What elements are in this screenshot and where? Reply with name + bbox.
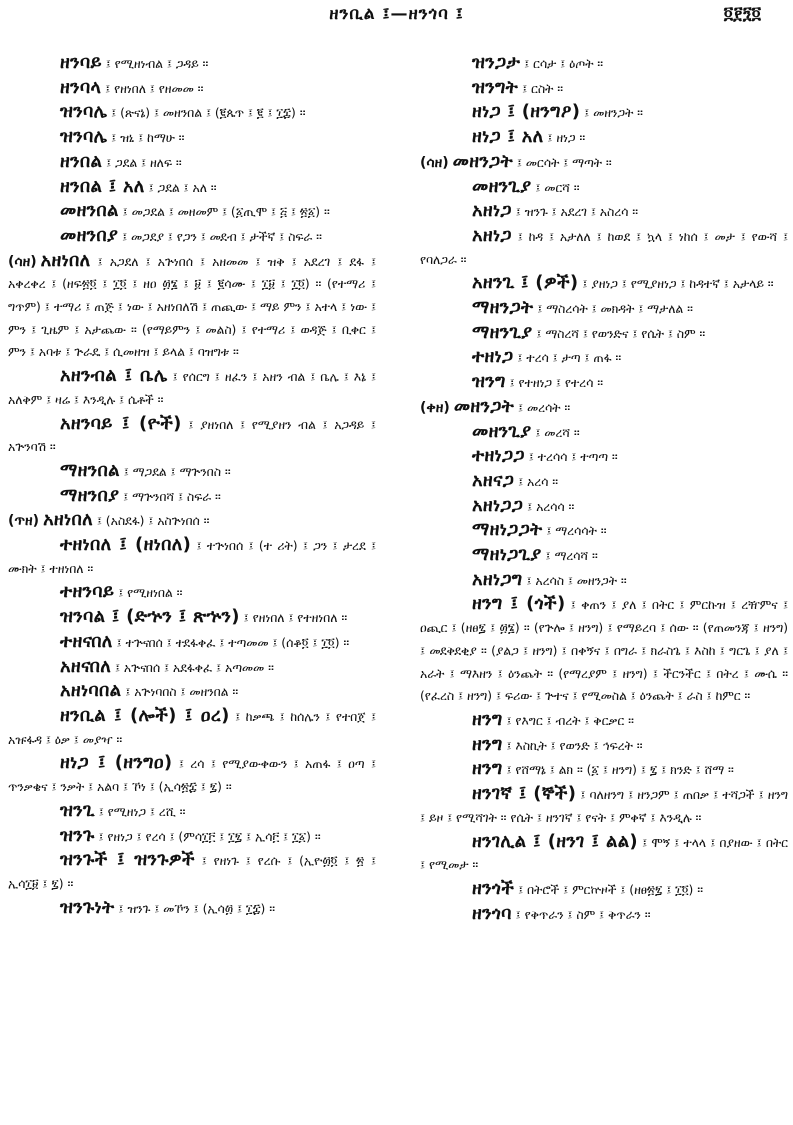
headword: መዘንጋት — [452, 150, 513, 172]
dictionary-entry — [420, 272, 788, 296]
definition-text: ፤ የእግር ፤ ብረት ፤ ቅርቃር ። — [506, 713, 634, 728]
dictionary-entry — [8, 825, 376, 849]
definition-text: ፤ የሚዘነብል ፤ ጋዳይ ። — [105, 57, 209, 71]
definition-text: ፤ መጋደያ ፤ የጋን ፤ መደብ ፤ ታችኛ ፤ ስፍራ ። — [122, 229, 322, 244]
definition-text: ፤ አጋደለ ፤ አጕነበሰ ፤ አዘመመ ፤ ዝቅ ፤ አደረገ ፤ ደፋ ፤ አቀረቀረ ፤ (ዘፍ፳፬ ፤ ፲፬ ፤ ዘዐ ፴፮ ፤ ፱ ፤ ፪ሳሙ ፤ ፲፱ ፤ ፲፬) ። (የተማሪ ፤ ግጥም) ፤ ተማሪ ፤ ጠጅ ፤ ነው ፤ አዘነበለሽ ፤ ጠጪው ፤ ማይ ምን ፤ አተላ ፤ ነው ፤ ምን ፤ ጊዜም ፤ አታጨው ። (የማይምን ፤ መልስ) ፤ የተማሪ ፤ ወዳጅ ፤ ቢቀር ፤ ምን ፤ አባቱ ፤ ጕራዴ ፤ ሲመዘዝ ፤ ይላል ፤ ባዝግቱ ። — [8, 254, 376, 360]
page-header — [0, 4, 793, 34]
headword: ዘነጋ ፤ (ዘንግዖ) — [472, 101, 581, 123]
headword: ዘንጎች — [472, 877, 515, 899]
definition-text: ፤ ርስት ። — [522, 81, 563, 96]
headword: ዝንጉ — [60, 824, 95, 846]
stem-class-marker: (ቀዘ) — [420, 399, 450, 416]
definition-text: ፤ የሚዘነበል ። — [118, 586, 183, 601]
dictionary-entry — [8, 77, 376, 101]
headword: ዘንግ — [472, 708, 503, 730]
headword: ዝንባል ፤ (ድኍን ፤ ጽኍን) — [60, 606, 240, 628]
headword: ተዘነበለ ፤ (ዘነበለ) — [60, 534, 192, 556]
headword: ዘነጋ ፤ አለ — [472, 126, 544, 148]
dictionary-entry — [8, 52, 376, 76]
definition-text: ፤ ማጋደል ፤ ማጕንበስ ። — [123, 464, 231, 479]
dictionary-entry — [8, 509, 376, 533]
dictionary-entry — [8, 534, 376, 580]
dictionary-entry — [420, 878, 788, 902]
dictionary-entry — [8, 200, 376, 224]
dictionary-entry — [420, 371, 788, 395]
definition-text: ፤ ዝንጉ ፤ አደረገ ፤ አስረሳ ። — [515, 205, 638, 220]
headword: ዘንቢል ፤ (ሎች) ፤ ዐረ) — [60, 704, 230, 726]
definition-text: ፤ ማስረሳት ፤ መክዳት ፤ ማታለል ። — [537, 302, 693, 317]
definition-text: ፤ መርሳት ፤ ማጣት ። — [516, 155, 612, 170]
dictionary-entry — [420, 322, 788, 346]
dictionary-entry — [8, 752, 376, 798]
running-head: ዘንቢል ፤—ዘንጎባ ፤ — [329, 4, 464, 24]
dictionary-entry — [420, 569, 788, 593]
dictionary-entry — [420, 593, 788, 708]
headword: ዝንጉነት — [60, 896, 115, 918]
headword: መዘንበል — [60, 200, 119, 222]
dictionary-entry — [420, 709, 788, 733]
definition-text: ፤ የቅጥራን ፤ ስም ፤ ቅጥራን ። — [515, 907, 651, 922]
headword: አዘነባበል — [60, 680, 122, 702]
left-column — [8, 52, 376, 921]
dictionary-entry — [8, 631, 376, 655]
headword: አዘንጊ ፤ (ዎች) — [472, 272, 579, 294]
dictionary-entry — [420, 346, 788, 370]
headword: ዘንግ — [472, 733, 503, 755]
headword: አዘነጋጋ — [472, 494, 524, 516]
definition-text: ፤ መርሻ ። — [535, 180, 580, 195]
definition-text: ፤ ዝንጉ ፤ መኾን ፤ (ኢሳ፴ ፤ ፲፰) ። — [118, 901, 275, 916]
headword: ዘንበል ፤ አለ — [60, 175, 145, 197]
definition-text: ፤ አጕናበሰ ፤ አደፋቀፈ ፤ አጣመመ ። — [114, 660, 274, 675]
definition-text: ፤ ከቃጫ ፤ ከሰሌን ፤ የተበጀ ፤ አዡፋዳ ፤ ዕቃ ፤ መያዣ ። — [8, 709, 376, 747]
headword: ዘንበል — [60, 150, 103, 172]
headword: መዘንበያ — [60, 224, 119, 246]
headword: ማዘንጊያ — [472, 321, 533, 343]
definition-text: ፤ አረሳ ። — [518, 474, 559, 489]
definition-text: ፤ የሸማኔ ፤ ልክ ። (፩ ፤ ዘንግ) ፤ ፯ ፤ ክንድ ፤ ሸማ ። — [506, 763, 734, 778]
definition-text: ፤ ቀጠን ፤ ያለ ፤ በትር ፤ ምርኩዝ ፤ ረዥምና ፤ ዐጪር ፤ (ዘፀ፯ ፤ ፴፮) ። (የጕሎ ፤ ዘንግ) ፤ የማይረባ ፤ ሰው ። (የጠመንጃ ፤ ዘንግ) ፤ መደቅደቂያ ። (ያልጋ ፤ ዘንግ) ፤ በቀኝና ፤ በግራ ፤ ክራስጌ ፤ እስከ ፤ ግርጌ ፤ ያለ ፤ አራት ፤ ማእዘን ፤ ዕንጨት ። (የማረያም ፤ ዘንግ) ፤ ችርንችር ፤ በትረ ፤ ሙሴ ። (የፈረስ ፤ ዘንግ) ፤ ፍሪው ፤ ጕተና ፤ የሚመስል ፤ ዕንጨት ፤ ራስ ፤ ከምር ። — [420, 598, 788, 704]
headword: ዘነጋ ፤ (ዘንግዐ) — [60, 752, 173, 774]
page-number: ፬፻፺፬ — [723, 4, 761, 24]
definition-text: ፤ የሰርግ ፤ ዘፈን ፤ አዘን ብል ፤ ቤሌ ፤ እኔ ፤ አለቅም ፤ ዛሬ ፤ እንዲሉ ፤ ሴቶች ። — [8, 370, 376, 407]
headword: አዘንብል ፤ ቤሌ — [60, 365, 168, 387]
stem-class-marker: (ሳዘ) — [420, 154, 449, 171]
headword: ዝንጋታ — [472, 52, 521, 73]
headword: ተዘነጋጋ — [472, 445, 525, 467]
definition-text: ፤ ተጕናበሰ ፤ ተደፋቀፈ ፤ ተጣመመ ፤ (ሰቆ፬ ፤ ፲፬) ። — [116, 635, 350, 650]
dictionary-entry — [420, 495, 788, 519]
definition-text: ፤ ማጕንበሻ ፤ ስፍራ ። — [123, 489, 221, 504]
dictionary-entry — [8, 365, 376, 411]
headword: ማዘነጋጋት — [472, 519, 543, 541]
dictionary-entry — [420, 297, 788, 321]
definition-text: ፤ ማረሳሳት ። — [546, 524, 607, 539]
dictionary-entry — [8, 176, 376, 200]
headword: ማዘንጋት — [472, 297, 534, 319]
dictionary-entry — [420, 734, 788, 758]
definition-text: ፤ ሞኝ ፤ ተላላ ፤ በያዘው ፤ በትር ፤ የሚመታ ። — [420, 835, 788, 873]
headword: ዝንግት — [472, 76, 519, 98]
definition-text: ፤ የዘነጋ ፤ የረሳ ፤ (ምሳ፲፫ ፤ ፲፯ ፤ ኢሳ፫ ፤ ፲፩) ። — [98, 829, 321, 844]
definition-text: ፤ ማረሳሻ ። — [545, 549, 598, 564]
headword: ዝንጊ — [60, 799, 95, 821]
stem-class-marker: (ጥዘ) — [8, 513, 40, 530]
definition-text: ፤ የሚዘነጋ ፤ ረሺ ። — [98, 804, 186, 819]
dictionary-entry — [8, 680, 376, 704]
dictionary-entry — [420, 758, 788, 782]
headword: ዘንግ ፤ (ጎች) — [472, 593, 566, 615]
dictionary-entry — [8, 413, 376, 459]
headword: ዘንገኛ ፤ (ኞች) — [472, 783, 577, 805]
headword: አዘነጋ — [472, 200, 512, 222]
dictionary-entry — [420, 151, 788, 175]
headword: አዘናጋ — [472, 469, 515, 491]
dictionary-entry — [420, 101, 788, 125]
dictionary-entry — [8, 705, 376, 751]
definition-text: ፤ መዘንጋት ። — [584, 106, 643, 121]
definition-text: ፤ ጋደል ፤ ዘለፍ ። — [106, 155, 182, 170]
definition-text: ፤ መጋደል ፤ መዘመም ፤ (፩ጢሞ ፤ ፭ ፤ ፳፩) ። — [122, 205, 330, 220]
dictionary-entry — [420, 903, 788, 927]
headword: ዘንግ — [472, 758, 503, 780]
definition-text: ፤ ረሳ ፤ የሚያውቀውን ፤ አጠፋ ፤ ዐጣ ፤ ጥንቃቄና ፤ ንቃት ፤ አልባ ፤ ኾነ ፤ (ኢሳ፳፰ ፤ ፯) ። — [8, 757, 376, 795]
definition-text: ፤ በትሮች ፤ ምርኵዞች ፤ (ዘፀ፳፯ ፤ ፲፬) ። — [518, 882, 703, 897]
dictionary-entry — [420, 52, 788, 76]
headword: አዘነበለ — [40, 249, 91, 271]
dictionary-entry — [8, 800, 376, 824]
definition-text: ፤ የዘነበለ ፤ የዘመመ ። — [105, 81, 204, 96]
dictionary-entry — [420, 831, 788, 877]
headword: ዘንባይ — [60, 52, 102, 73]
definition-text: ፤ እስኪት ፤ የወንድ ፤ ኅፍረት ። — [506, 738, 643, 753]
dictionary-entry — [420, 421, 788, 445]
headword: አዘናበለ — [60, 655, 112, 677]
definition-text: ፤ ከዳ ፤ አታለለ ፤ ከወደ ፤ ኳላ ፤ ነከሰ ፤ መታ ፤ የውሻ ፤ የባለጋራ ። — [420, 229, 788, 267]
headword: ማዘንበያ — [60, 484, 120, 506]
dictionary-entry — [8, 126, 376, 150]
definition-text: ፤ (ጽናኔ) ፤ መዘንበል ፤ (፪ጴጥ ፤ ፪ ፤ ፲፰) ። — [111, 106, 306, 121]
definition-text: ፤ የተዘነጋ ፤ የተረሳ ። — [509, 376, 603, 391]
headword: ዘንባላ — [60, 76, 102, 98]
definition-text: ፤ ርሳታ ፤ ዕጦት ። — [524, 57, 604, 71]
headword: ተዘናበለ — [60, 630, 113, 652]
headword: አዘነጋ — [472, 224, 512, 246]
definition-text: ፤ ማስረሻ ፤ የወንድና ፤ የሴት ፤ ስም ። — [536, 326, 706, 341]
definition-text: ፤ የዘነበለ ፤ የተዘነበለ ። — [243, 611, 348, 626]
definition-text: ፤ ተጕነበሰ ፤ (ተ ሪት) ፤ ጋን ፤ ታረደ ፤ ሙክት ፤ ተዘነበለ ። — [8, 539, 376, 576]
definition-text: ፤ (አስደፋ) ፤ አስጕነበሰ ። — [96, 514, 210, 529]
dictionary-entry — [8, 101, 376, 125]
dictionary-entry — [8, 606, 376, 630]
definition-text: ፤ አረሳሳ ። — [527, 499, 575, 514]
headword: ማዘንበል — [60, 459, 120, 481]
headword: አዘነጋግ — [472, 568, 523, 590]
dictionary-entry — [420, 126, 788, 150]
dictionary-entry — [420, 200, 788, 224]
headword: ዝንባሌ — [60, 101, 108, 123]
headword: አዘንባይ ፤ (ዮች) — [60, 412, 182, 434]
definition-text: ፤ ተረሳ ፤ ታጣ ፤ ጠፋ ። — [517, 351, 622, 366]
headword: ዘንገሊል ፤ (ዘንገ ፤ ልል) — [472, 830, 638, 852]
definition-text: ፤ አረሳስ ፤ መዘንጋት ። — [526, 573, 627, 588]
dictionary-entry — [420, 225, 788, 271]
definition-text: ፤ መረሻ ። — [535, 425, 580, 440]
definition-text: ፤ ያዘነጋ ፤ የሚያዘነጋ ፤ ከዳተኛ ፤ አታላይ ። — [582, 277, 774, 292]
definition-text: ፤ ዝኒ ፤ ከማሁ ። — [111, 131, 185, 146]
definition-text: ፤ ባለዘንግ ፤ ዘንጋም ፤ ጠበቃ ፤ ተሻጋች ፤ ዘንግ ፤ ይዞ ፤ የሚሻገት ። የሴት ፤ ዘንገኛ ፤ የናት ፤ ምቀኛ ፤ እንዲሉ ። — [420, 788, 788, 825]
dictionary-entry — [420, 470, 788, 494]
dictionary-entry — [420, 176, 788, 200]
definition-text: ፤ የዘነጉ ፤ የረሱ ፤ (ኢዮ፴፬ ፤ ፳ ፤ ኢሳ፲፱ ፤ ፯) ። — [8, 854, 377, 891]
definition-text: ፤ ዘነጋ ። — [547, 131, 586, 146]
dictionary-entry — [420, 519, 788, 543]
headword: ተዘንባይ — [60, 581, 115, 603]
headword: ዘንጎባ — [472, 902, 512, 924]
dictionary-entry — [8, 225, 376, 249]
dictionary-entry — [8, 581, 376, 605]
definition-text: ፤ ጋደል ፤ አለ ። — [148, 180, 217, 195]
headword: ተዘነጋ — [472, 346, 514, 368]
definition-text: ፤ አጕነባበስ ፤ መዘንበል ። — [125, 685, 239, 700]
definition-text: ፤ መረሳት ። — [518, 400, 571, 415]
headword: አዘነበለ — [43, 509, 93, 531]
dictionary-entry — [8, 460, 376, 484]
headword: መዘንጊያ — [472, 175, 532, 197]
dictionary-entry — [8, 849, 376, 895]
headword: ዝንጉች ፤ ዝንጉዎች — [60, 849, 195, 871]
dictionary-entry — [420, 544, 788, 568]
definition-text: ፤ ያዘነበለ ፤ የሚያዘን ብል ፤ አጋዳይ ፤ አጕንባሽ ። — [8, 417, 376, 455]
dictionary-entry — [420, 445, 788, 469]
dictionary-entry — [8, 485, 376, 509]
dictionary-entry — [420, 396, 788, 420]
headword: መዘንጋት — [453, 395, 515, 417]
dictionary-entry — [8, 656, 376, 680]
definition-text: ፤ ተረሳሳ ፤ ተጣጣ ። — [528, 450, 618, 465]
right-column — [420, 52, 788, 927]
dictionary-entry — [8, 151, 376, 175]
stem-class-marker: (ሳዘ) — [8, 253, 37, 270]
dictionary-entry — [420, 783, 788, 829]
headword: ማዘነጋጊያ — [472, 544, 542, 566]
headword: ዝንባሌ — [60, 126, 108, 148]
headword: መዘንጊያ — [472, 420, 532, 442]
dictionary-entry — [8, 250, 376, 365]
dictionary-entry — [420, 77, 788, 101]
headword: ዝንግ — [472, 371, 506, 393]
dictionary-entry — [8, 897, 376, 921]
